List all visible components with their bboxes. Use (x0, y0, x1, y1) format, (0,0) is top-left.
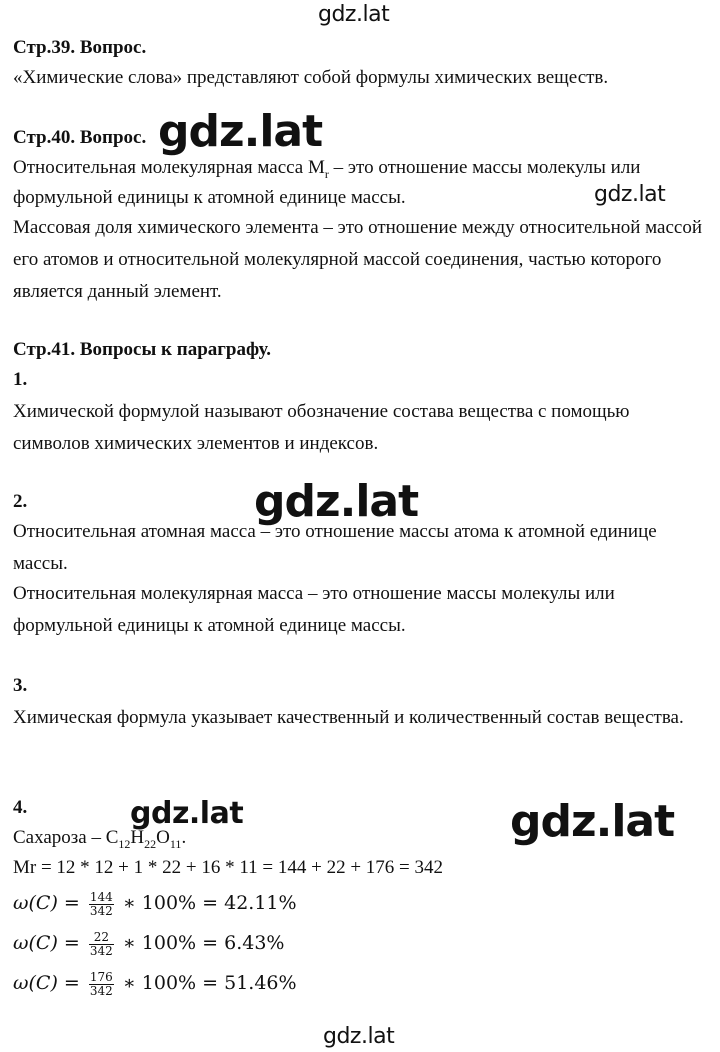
p40-line1 (13, 152, 713, 184)
fraction (89, 931, 114, 958)
watermark: gdz.lat (318, 2, 390, 27)
q2-text1: Относительная атомная масса – это отношение массы атома к атомной единице массы. (13, 521, 657, 574)
fraction (89, 891, 114, 918)
p40-line1-post: – это отношение массы молекулы или (328, 157, 641, 178)
section-heading-p39: Стр.39. Вопрос. (13, 37, 147, 58)
watermark: gdz.lat (254, 476, 419, 527)
p40-line2: формульной единицы к атомной единице массы. (13, 187, 406, 208)
p40-line1-sub: r (324, 166, 329, 181)
watermark: gdz.lat (323, 1024, 395, 1049)
formula-rhs: ∗ 100% = 6.43% (122, 932, 285, 954)
numerator: 22 (89, 931, 114, 945)
denominator: 342 (89, 943, 113, 958)
mass-fraction-formula (13, 886, 297, 920)
mass-fraction-formula (13, 926, 284, 960)
q2-number: 2. (13, 491, 28, 512)
formula-lhs: ω(C) = (13, 932, 80, 954)
sub-c: 12 (118, 836, 131, 851)
q1-text: Химической формулой называют обозначение состава вещества с помощью символов химических элементов и индексов. (13, 401, 630, 454)
watermark: gdz.lat (158, 106, 323, 157)
period: . (181, 827, 187, 848)
denominator: 342 (89, 983, 113, 998)
watermark: gdz.lat (594, 182, 666, 207)
p40-para2: Массовая доля химического элемента – это отношение между относительной массой его атомов и относительной молекулярной массой соединения, частью которого является данный элемент. (13, 217, 703, 302)
elem-o: O (156, 827, 170, 848)
fraction (89, 971, 114, 998)
mass-fraction-formula (13, 966, 297, 1000)
q4-mr: Mr = 12 * 12 + 1 * 22 + 16 * 11 = 144 + 22 + 176 = 342 (13, 857, 444, 878)
q3-text: Химическая формула указывает качественный и количественный состав вещества. (13, 707, 684, 728)
sucrose-label: Сахароза – C (13, 827, 119, 848)
p40-line1-pre: Относительная молекулярная масса M (13, 157, 325, 178)
numerator: 176 (89, 969, 113, 984)
denominator: 342 (89, 903, 113, 918)
sub-h: 22 (144, 836, 157, 851)
q3-number: 3. (13, 675, 28, 696)
elem-h: H (130, 827, 145, 848)
watermark: gdz.lat (130, 796, 244, 831)
formula-rhs: ∗ 100% = 51.46% (122, 972, 297, 994)
q4-sucrose (13, 822, 713, 854)
section-heading-p41: Стр.41. Вопросы к параграфу. (13, 339, 271, 360)
formula-lhs: ω(C) = (13, 972, 80, 994)
formula-rhs: ∗ 100% = 42.11% (122, 892, 297, 914)
p39-text: «Химические слова» представляют собой формулы химических веществ. (13, 67, 609, 88)
sub-o: 11 (169, 836, 182, 851)
formula-lhs: ω(C) = (13, 892, 80, 914)
q4-number: 4. (13, 797, 28, 818)
q2-text2: Относительная молекулярная масса – это отношение массы молекулы или формульной единицы к атомной единице массы. (13, 583, 615, 636)
q1-number: 1. (13, 369, 28, 390)
numerator: 144 (89, 889, 113, 904)
watermark: gdz.lat (510, 796, 675, 847)
section-heading-p40: Стр.40. Вопрос. (13, 127, 147, 148)
